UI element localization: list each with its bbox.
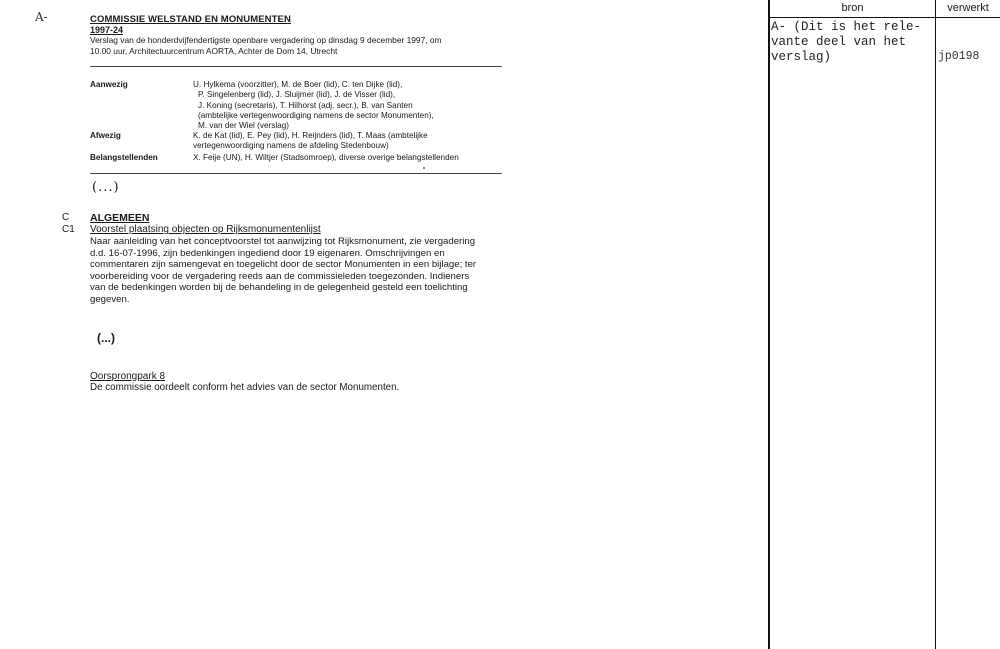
paragraph-line: van de bedenkingen worden bij de behandeling in de gelegenheid gesteld een toelichting bbox=[90, 282, 468, 294]
section-paragraph bbox=[90, 236, 530, 306]
paragraph-line: voorbereiding voor de vergadering reeds aan de commissieleden toegezonden. Indieners bbox=[90, 270, 470, 282]
present-line: M. van der Wiel (verslag) bbox=[198, 121, 289, 131]
present-line: (ambtelijke vertegenwoordiging namens de sector Monumenten), bbox=[198, 110, 434, 120]
item-text: De commissie oordeelt conform het advies van de sector Monumenten. bbox=[90, 382, 400, 393]
header-divider bbox=[90, 66, 502, 67]
present-line: P. Singelenberg (lid), J. Sluijmer (lid), J. de Visser (lid), bbox=[198, 90, 396, 100]
present-label: Aanwezig bbox=[90, 80, 128, 89]
absent-list bbox=[193, 131, 513, 152]
source-line: A- (Dit is het rele- bbox=[771, 20, 922, 34]
absent-line: K. de Kat (lid), E. Pey (lid), H. Reijnders (lid), T. Maas (ambtelijke bbox=[193, 131, 428, 140]
interested-list bbox=[193, 153, 513, 163]
paragraph-line: gegeven. bbox=[90, 293, 130, 305]
present-line: U. Hylkema (voorzitter), M. de Boer (lid), C. ten Dijke (lid), bbox=[193, 80, 403, 89]
commission-title: COMMISSIE WELSTAND EN MONUMENTEN bbox=[90, 14, 291, 25]
subsection-title: Voorstel plaatsing objecten op Rijksmonumentenlijst bbox=[90, 224, 321, 235]
section-code: C bbox=[62, 212, 70, 223]
source-line: vante deel van het bbox=[771, 35, 907, 49]
table-header-verwerkt: verwerkt bbox=[947, 2, 989, 14]
report-line: Verslag van de honderdvijfendertigste openbare vergadering op dinsdag 9 december 1997, om bbox=[90, 35, 442, 45]
interested-line: X. Feije (UN), H. Wiltjer (Stadsomroep), diverse overige belangstellenden bbox=[193, 153, 459, 162]
attendance-divider bbox=[90, 173, 502, 174]
interested-label: Belangstellenden bbox=[90, 153, 158, 162]
paragraph-line: Naar aanleiding van het conceptvoorstel tot aanwijzing tot Rijksmonument, zie vergadering bbox=[90, 236, 476, 247]
margin-mark: A- bbox=[35, 10, 48, 24]
section-title: ALGEMEEN bbox=[90, 212, 150, 224]
bold-ellipsis: (...) bbox=[97, 331, 115, 345]
report-line: 10.00 uur, Architectuurcentrum AORTA, Achter de Dom 14, Utrecht bbox=[90, 45, 338, 56]
item-title: Oorsprongpark 8 bbox=[90, 371, 166, 382]
table-header-divider bbox=[768, 17, 1000, 18]
report-intro bbox=[90, 35, 510, 56]
paragraph-line: d.d. 16-07-1996, zijn bedenkingen ingediend door 19 eigenaren. Omschrijvingen en bbox=[90, 247, 445, 259]
absent-line: vertegenwoordiging namens de afdeling Stedenbouw) bbox=[193, 141, 389, 151]
table-left-border bbox=[768, 0, 770, 649]
table-column-divider bbox=[935, 0, 936, 649]
table-processed-cell: jp0198 bbox=[938, 50, 980, 63]
source-line: verslag) bbox=[771, 50, 832, 64]
present-list bbox=[193, 80, 513, 131]
subsection-code: C1 bbox=[62, 224, 75, 235]
handwritten-ellipsis: (...) bbox=[92, 180, 120, 195]
present-line: J. Koning (secretaris), T. Hilhorst (adj. secr.), B. van Santen bbox=[198, 100, 413, 110]
table-source-cell bbox=[771, 20, 931, 65]
absent-label: Afwezig bbox=[90, 131, 121, 140]
speck bbox=[423, 167, 425, 169]
paragraph-line: commentaren zijn samengevat en toegelicht door de sector Monumenten in een bijlage; ter bbox=[90, 259, 477, 271]
meeting-number: 1997-24 bbox=[90, 25, 124, 35]
table-header-bron: bron bbox=[841, 2, 864, 14]
